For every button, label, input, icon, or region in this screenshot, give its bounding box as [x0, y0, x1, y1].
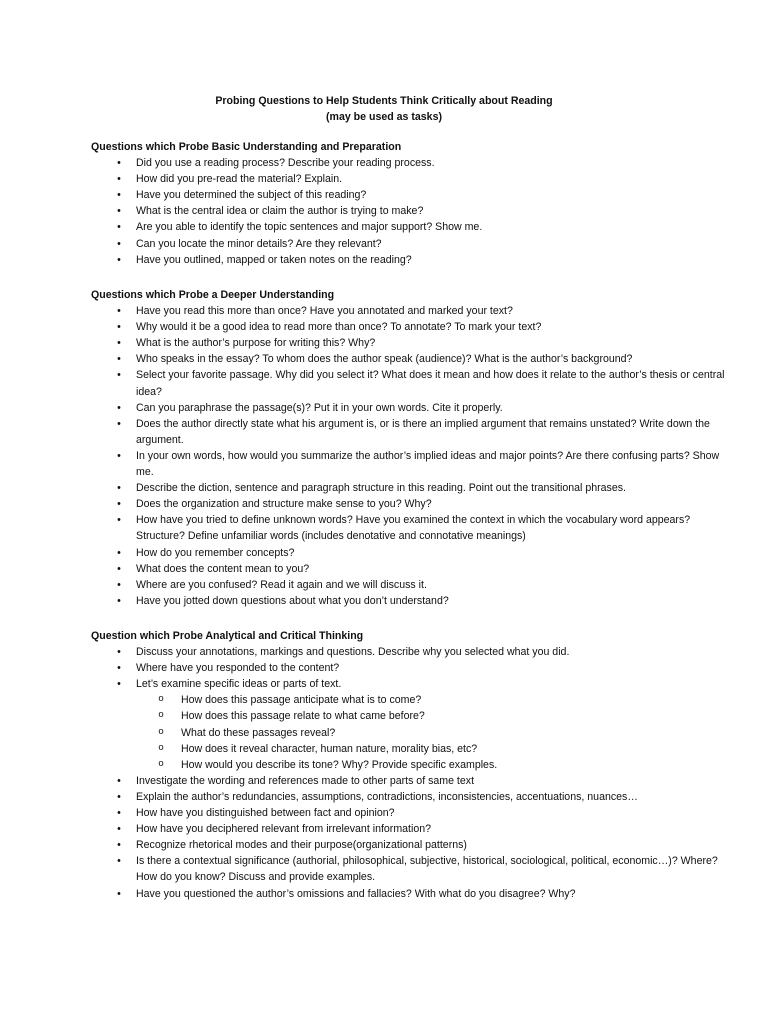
sub-question-text: How does this passage anticipate what is to come? [181, 694, 422, 707]
bullet-icon: • [117, 855, 121, 868]
bullet-icon: • [117, 353, 121, 366]
section-heading: Questions which Probe Basic Understanding and Preparation [91, 141, 402, 153]
bullet-icon: • [117, 839, 121, 852]
question-list [91, 303, 731, 609]
bullet-icon: • [117, 514, 121, 527]
list-item [91, 821, 731, 837]
sub-question-text: How does it reveal character, human nature, morality bias, etc? [181, 742, 478, 755]
list-item [91, 660, 731, 676]
bullet-icon: • [117, 646, 121, 659]
question-list-continued [91, 773, 731, 902]
list-item [91, 496, 731, 512]
bullet-icon: • [117, 594, 121, 607]
list-item [91, 837, 731, 853]
list-item [91, 351, 731, 367]
question-text: Describe the diction, sentence and paragraph structure in this reading. Point out the transitional phrases. [136, 482, 626, 495]
bullet-icon: • [117, 417, 121, 430]
sub-question-text: How does this passage relate to what came before? [181, 710, 425, 723]
question-text: Does the organization and structure make sense to you? Why? [136, 498, 432, 511]
question-text: What is the central idea or claim the author is trying to make? [136, 205, 424, 218]
list-item [91, 236, 731, 252]
bullet-icon: • [117, 578, 121, 591]
list-item [91, 853, 731, 885]
bullet-icon: • [117, 807, 121, 820]
document-title [0, 93, 768, 125]
question-text: Have you jotted down questions about what you don’t understand? [136, 594, 449, 607]
list-item [91, 187, 731, 203]
circle-bullet-icon: o [158, 725, 164, 737]
circle-bullet-icon: o [158, 757, 164, 769]
sub-list-item [91, 692, 731, 708]
bullet-icon: • [117, 662, 121, 675]
section-heading: Question which Probe Analytical and Critical Thinking [91, 630, 364, 642]
list-item [91, 335, 731, 351]
question-text: Where are you confused? Read it again and we will discuss it. [136, 578, 427, 591]
question-text: Investigate the wording and references made to other parts of same text [136, 774, 475, 787]
question-text: How have you tried to define unknown words? Have you examined the context in which the vocabulary word appears? Structure? Define unfamiliar words (includes denotative and connotative meanings) [136, 514, 691, 543]
question-text: Explain the author’s redundancies, assumptions, contradictions, inconsistencies, accentuations, nuances… [136, 790, 638, 803]
bullet-icon: • [117, 205, 121, 218]
section-analytical-critical-thinking [91, 628, 731, 902]
bullet-icon: • [117, 562, 121, 575]
circle-bullet-icon: o [158, 741, 164, 753]
circle-bullet-icon: o [158, 709, 164, 721]
bullet-icon: • [117, 678, 121, 691]
sub-question-text: What do these passages reveal? [181, 726, 336, 739]
list-item [91, 561, 731, 577]
bullet-icon: • [117, 369, 121, 382]
list-item [91, 155, 731, 171]
question-text: Discuss your annotations, markings and questions. Describe why you selected what you did. [136, 646, 570, 659]
list-item [91, 644, 731, 660]
list-item [91, 448, 731, 480]
bullet-icon: • [117, 173, 121, 186]
question-text: Are you able to identify the topic sentences and major support? Show me. [136, 221, 483, 234]
bullet-icon: • [117, 221, 121, 234]
question-text: Is there a contextual significance (authorial, philosophical, subjective, historical, sociological, political, economic…)? Where? How do you know? Discuss and provide examples. [136, 855, 718, 884]
title-line-2: (may be used as tasks) [326, 111, 442, 123]
list-item [91, 577, 731, 593]
question-text: Does the author directly state what his argument is, or is there an implied argument that remains unstated? Write down the argument. [136, 417, 710, 446]
section-deeper-understanding [91, 287, 731, 609]
list-item [91, 676, 731, 692]
list-item [91, 171, 731, 187]
title-line-1: Probing Questions to Help Students Think Critically about Reading [215, 95, 553, 107]
list-item [91, 789, 731, 805]
bullet-icon: • [117, 321, 121, 334]
list-item [91, 545, 731, 561]
bullet-icon: • [117, 887, 121, 900]
section-basic-understanding [91, 139, 731, 268]
list-item [91, 593, 731, 609]
list-item [91, 219, 731, 235]
question-text: Why would it be a good idea to read more than once? To annotate? To mark your text? [136, 321, 542, 334]
sub-list-item [91, 708, 731, 724]
list-item [91, 203, 731, 219]
question-text: What is the author’s purpose for writing this? Why? [136, 337, 376, 350]
list-item [91, 480, 731, 496]
question-text: Did you use a reading process? Describe your reading process. [136, 157, 435, 170]
bullet-icon: • [117, 253, 121, 266]
question-text: How did you pre-read the material? Explain. [136, 173, 343, 186]
bullet-icon: • [117, 337, 121, 350]
bullet-icon: • [117, 157, 121, 170]
bullet-icon: • [117, 823, 121, 836]
question-text: Recognize rhetorical modes and their purpose(organizational patterns) [136, 839, 467, 852]
bullet-icon: • [117, 482, 121, 495]
list-item [91, 512, 731, 544]
question-text: Can you paraphrase the passage(s)? Put it in your own words. Cite it properly. [136, 401, 503, 414]
list-item [91, 303, 731, 319]
list-item [91, 773, 731, 789]
sub-question-list [91, 692, 731, 772]
question-text: What does the content mean to you? [136, 562, 310, 575]
list-item [91, 400, 731, 416]
sub-list-item [91, 757, 731, 773]
question-text: Have you determined the subject of this reading? [136, 189, 367, 202]
question-text: Where have you responded to the content? [136, 662, 340, 675]
bullet-icon: • [117, 546, 121, 559]
list-item [91, 805, 731, 821]
sub-question-text: How would you describe its tone? Why? Provide specific examples. [181, 758, 498, 771]
list-item [91, 416, 731, 448]
sub-list-item [91, 741, 731, 757]
list-item [91, 367, 731, 399]
sub-list-item [91, 725, 731, 741]
list-item [91, 319, 731, 335]
question-text: Have you read this more than once? Have you annotated and marked your text? [136, 305, 513, 318]
list-item [91, 886, 731, 902]
question-text: Let’s examine specific ideas or parts of text. [136, 678, 342, 691]
question-text: Can you locate the minor details? Are they relevant? [136, 237, 382, 250]
question-text: How have you deciphered relevant from irrelevant information? [136, 823, 432, 836]
list-item [91, 252, 731, 268]
section-heading: Questions which Probe a Deeper Understanding [91, 289, 335, 301]
bullet-icon: • [117, 498, 121, 511]
question-text: Have you outlined, mapped or taken notes on the reading? [136, 253, 412, 266]
bullet-icon: • [117, 189, 121, 202]
question-text: How do you remember concepts? [136, 546, 295, 559]
question-list [91, 155, 731, 268]
question-text: Have you questioned the author’s omissions and fallacies? With what do you disagree? Why? [136, 887, 576, 900]
bullet-icon: • [117, 401, 121, 414]
question-text: Who speaks in the essay? To whom does the author speak (audience)? What is the author’s background? [136, 353, 633, 366]
question-text: Select your favorite passage. Why did you select it? What does it mean and how does it relate to the author’s thesis or central idea? [136, 369, 725, 398]
bullet-icon: • [117, 237, 121, 250]
bullet-icon: • [117, 790, 121, 803]
circle-bullet-icon: o [158, 693, 164, 705]
question-text: In your own words, how would you summarize the author’s implied ideas and major points? Are there confusing parts? Show me. [136, 449, 720, 479]
bullet-icon: • [117, 449, 121, 462]
question-text: How have you distinguished between fact and opinion? [136, 807, 395, 820]
bullet-icon: • [117, 305, 121, 318]
bullet-icon: • [117, 774, 121, 787]
question-list [91, 644, 731, 692]
